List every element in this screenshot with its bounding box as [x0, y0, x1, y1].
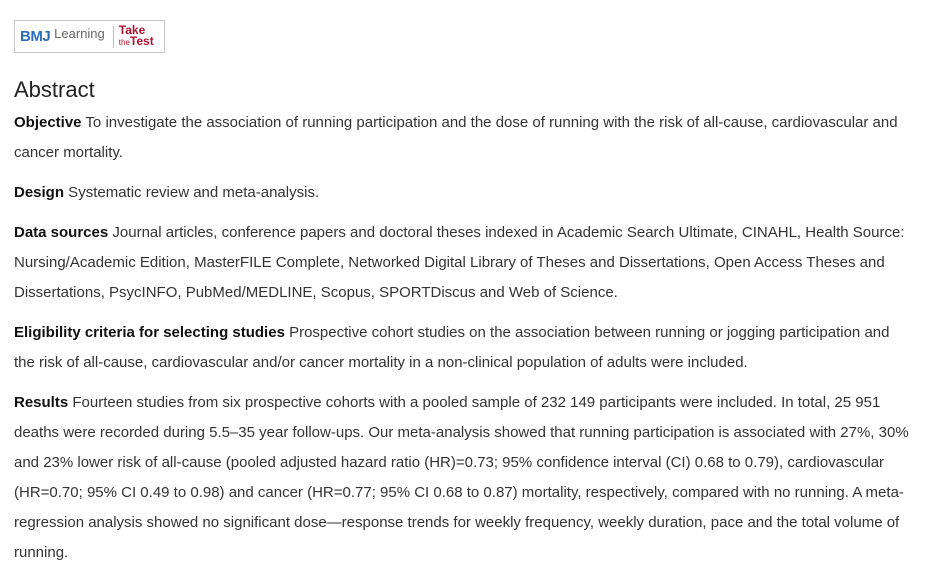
- abstract-section-results: [14, 388, 914, 568]
- section-text: Journal articles, conference papers and doctoral theses indexed in Academic Search Ultimate, CINAHL, Health Source: Nursing/Academic Edition, MasterFILE Complete, Networked Digital Library of Theses and Dissertations, Open Access Theses and Dissertations, PsycINFO, PubMed/MEDLINE, Scopus, SPORTDiscus and Web of Science.: [14, 224, 905, 301]
- learning-label: Learning: [54, 26, 105, 41]
- section-text: Systematic review and meta-analysis.: [64, 184, 320, 201]
- abstract-heading: Abstract: [14, 77, 95, 102]
- abstract-section-objective: [14, 108, 914, 168]
- take-the-test-label: [119, 25, 154, 48]
- abstract-section-eligibility: [14, 318, 914, 378]
- logo-divider: [113, 26, 114, 48]
- section-label: Objective: [14, 114, 82, 131]
- abstract-sections: [14, 108, 914, 578]
- section-text: Fourteen studies from six prospective cohorts with a pooled sample of 232 149 participants were included. In total, 25 951 deaths were recorded during 5.5–35 year follow-ups. Our meta-analysis showed that running participation is associated with 27%, 30% and 23% lower risk of all-cause (pooled adjusted hazard ratio (HR)=0.73; 95% confidence interval (CI) 0.68 to 0.79), cardiovascular (HR=0.70; 95% CI 0.49 to 0.98) and cancer (HR=0.77; 95% CI 0.68 to 0.87) mortality, respectively, compared with no running. A meta-regression analysis showed no significant dose—response trends for weekly frequency, weekly duration, pace and the total volume of running.: [14, 394, 909, 561]
- bmj-learning-take-the-test-button[interactable]: [14, 20, 165, 53]
- section-label: Design: [14, 184, 65, 201]
- section-label: Data sources: [14, 224, 109, 241]
- abstract-section-design: [14, 178, 914, 208]
- section-text: To investigate the association of running participation and the dose of running with the risk of all-cause, cardiovascular and cancer mortality.: [14, 114, 898, 161]
- section-text: Prospective cohort studies on the association between running or jogging participation and the risk of all-cause, cardiovascular and/or cancer mortality in a non-clinical population of adults were included.: [14, 324, 890, 371]
- abstract-section-data-sources: [14, 218, 914, 308]
- bmj-logo: BMJ: [20, 28, 51, 45]
- test-text: Test: [129, 34, 154, 48]
- take-text: Take: [118, 23, 146, 37]
- section-label: Results: [14, 394, 69, 411]
- the-text: the: [118, 38, 130, 47]
- section-label: Eligibility criteria for selecting studies: [14, 324, 285, 341]
- the-test-text: [119, 36, 154, 48]
